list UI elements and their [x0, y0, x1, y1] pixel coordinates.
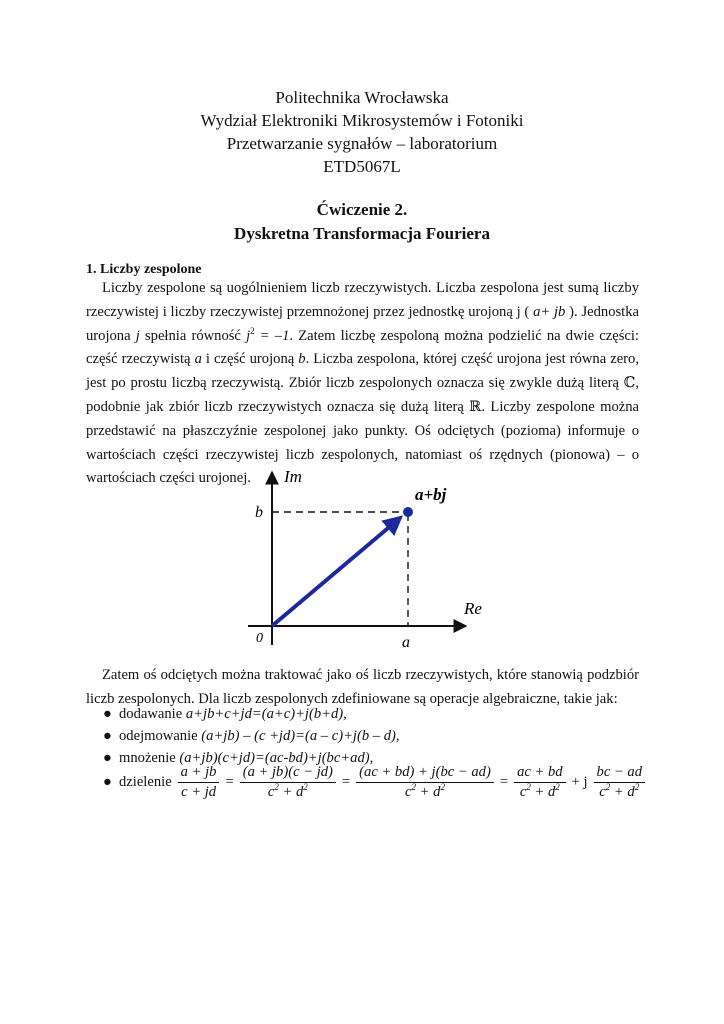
operation-label: odejmowanie: [119, 728, 198, 744]
paragraph-line: liczb zespolonych. Dla liczb zespolonych zdefiniowane są operacje algebraiczne, takie jak:: [86, 690, 618, 707]
list-item-subtraction: [103, 725, 400, 747]
re-axis-label: Re: [464, 599, 482, 618]
faculty-name: Wydział Elektroniki Mikrosystemów i Fotoniki: [200, 111, 524, 130]
operation-label: dodawanie: [119, 706, 183, 722]
exercise-title: Dyskretna Transformacja Fouriera: [234, 224, 490, 243]
equals-sign: =: [341, 773, 351, 790]
bullet: ●: [103, 706, 112, 722]
complex-point: [403, 507, 413, 517]
paragraph-line: podobnie jak zbiór liczb rzeczywistych oznacza się dużą literą ℝ. Liczby zespolone można: [86, 398, 639, 415]
paragraph-line: jest po prostu liczbą rzeczywistą. Zbiór liczb zespolonych oznacza się zwykle dużą literą ℂ,: [86, 375, 639, 392]
paragraph-line: przedstawić na płaszczyźnie zespolonej jako punkty. Oś odciętych (pozioma) informuje o: [86, 422, 639, 439]
paragraph-line: część rzeczywistą a i część urojoną b. Liczba zespolona, której część urojona jest równa zero,: [86, 351, 639, 368]
list-item-addition: [103, 703, 400, 725]
im-axis-label: Im: [284, 467, 302, 486]
paragraph-line: wartościach części rzeczywistej liczb zespolonych, natomiast oś rzędnych (pionowa) – o: [86, 446, 639, 463]
exercise-number: Ćwiczenie 2.: [316, 200, 408, 219]
complex-vector: [272, 518, 400, 626]
university-name: Politechnika Wrocławska: [275, 88, 449, 107]
list-item-division: [103, 760, 647, 804]
intro-paragraph: [86, 277, 639, 491]
operation-label: dzielenie: [119, 773, 172, 790]
operation-formula: a+jb+c+jd=(a+c)+j(b+d),: [185, 706, 347, 722]
section-heading: 1. Liczby zespolone: [86, 262, 202, 277]
paragraph-line: urojona j spełnia równość $j^2 = -1$. Zatem liczbę zespoloną można podzielić na dwie części:: [86, 325, 639, 344]
equals-sign: =: [225, 773, 234, 790]
course-code: ETD5067L: [323, 157, 401, 176]
equals-sign: =: [499, 773, 509, 790]
point-label: a+bj: [415, 485, 447, 504]
division-fraction-4: $\frac{ac + bd}{c^2 + d^2}$: [514, 764, 566, 801]
operation-label: mnożenie: [119, 750, 176, 766]
division-fraction-2: $\frac{(a + jb)(c - jd)}{c^2 + d^2}$: [240, 764, 336, 801]
bullet: ●: [103, 750, 112, 766]
bullet: ●: [103, 728, 112, 744]
division-fraction-1: $\frac{a + jb}{c + jd}$: [178, 764, 220, 801]
paragraph-line: Liczby zespolone są uogólnieniem liczb rzeczywistych. Liczba zespolona jest sumą liczby: [102, 280, 639, 296]
division-fraction-5: $\frac{bc - ad}{c^2 + d^2}$: [594, 764, 646, 801]
operation-formula: (a+jb)(c+jd)=(ac-bd)+j(bc+ad),: [179, 750, 374, 766]
paragraph-line: Zatem oś odciętych można traktować jako oś liczb rzeczywistych, które stanowią podzbiór: [102, 667, 639, 683]
origin-label: 0: [256, 631, 263, 646]
course-name: Przetwarzanie sygnałów – laboratorium: [226, 134, 498, 153]
bullet: ●: [103, 773, 112, 790]
a-axis-label: a: [402, 634, 410, 651]
division-fraction-3: $\frac{(ac + bd) + j(bc - ad)}{c^2 + d^2}$: [356, 764, 494, 801]
operation-formula: (a+jb) – (c +jd)=(a – c)+j(b – d),: [201, 728, 400, 744]
b-axis-label: b: [255, 504, 263, 521]
complex-plane-diagram: [234, 462, 482, 652]
paragraph-line: wartościach części urojonej.: [86, 470, 251, 487]
paragraph-line: rzeczywistej i liczby rzeczywistej przemnożonej przez jednostkę urojoną j ( a+ jb ). Jednostka: [86, 303, 640, 320]
plus-j: + j: [571, 773, 588, 790]
